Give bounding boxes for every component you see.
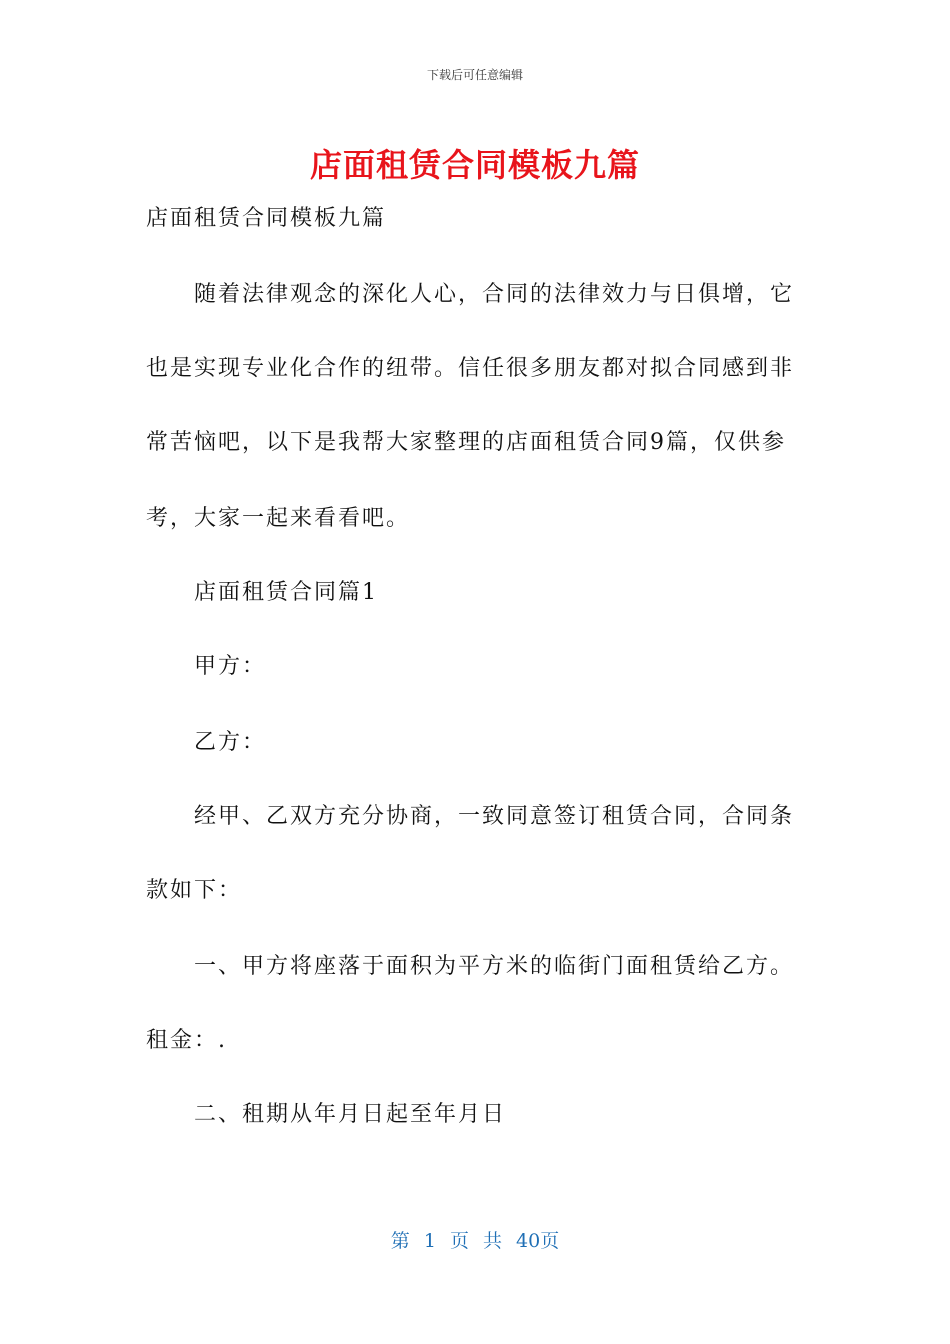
agreement-line-2: 款如下：	[146, 878, 243, 903]
intro-line-1: 随着法律观念的深化人心，合同的法律效力与日俱增，它	[194, 282, 795, 307]
document-title: 店面租赁合同模板九篇	[309, 146, 640, 184]
header-note: 下载后可任意编辑	[426, 68, 523, 82]
intro-line-3: 常苦恼吧，以下是我帮大家整理的店面租赁合同9篇，仅供参	[146, 430, 786, 455]
clause-1-line-1: 一、甲方将座落于面积为平方米的临街门面租赁给乙方。	[194, 954, 795, 979]
page-footer: 第 1 页 共 40页	[390, 1230, 560, 1252]
section-heading: 店面租赁合同篇1	[194, 580, 378, 605]
document-subtitle: 店面租赁合同模板九篇	[146, 206, 387, 231]
clause-1-line-2: 租金：.	[146, 1028, 227, 1053]
clause-2: 二、租期从年月日起至年月日	[194, 1102, 507, 1127]
party-b-label: 乙方：	[194, 730, 267, 755]
intro-line-2: 也是实现专业化合作的纽带。信任很多朋友都对拟合同感到非	[146, 356, 795, 381]
intro-line-4: 考，大家一起来看看吧。	[146, 506, 411, 531]
agreement-line-1: 经甲、乙双方充分协商，一致同意签订租赁合同，合同条	[194, 804, 795, 829]
party-a-label: 甲方：	[194, 654, 267, 679]
